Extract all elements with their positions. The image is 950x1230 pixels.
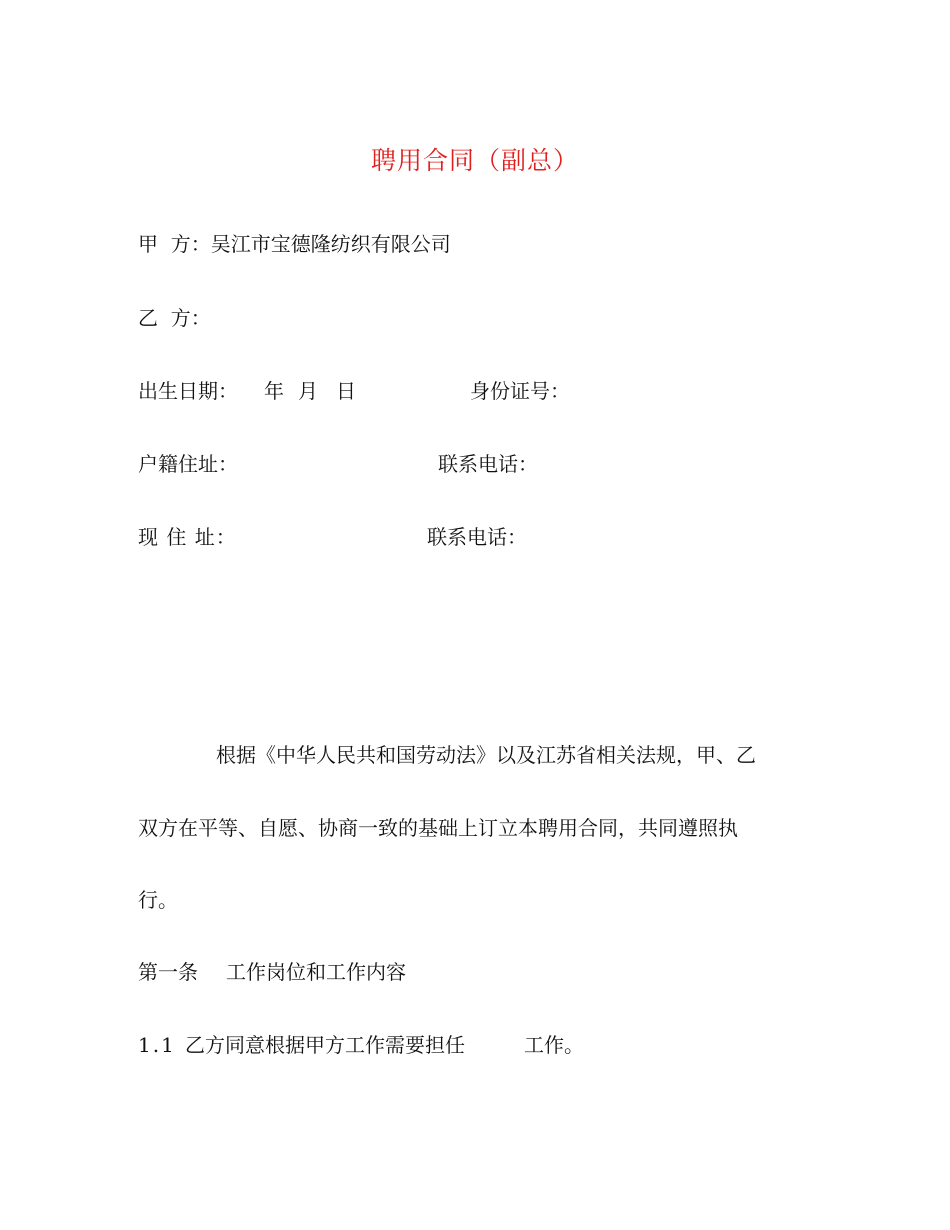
clause-1-1-text: 乙方同意根据甲方工作需要担任 bbox=[185, 1033, 465, 1057]
clause-1-1 bbox=[0, 1031, 950, 1059]
birth-day: 日 bbox=[336, 379, 356, 403]
birth-date-label: 出生日期： bbox=[138, 379, 238, 403]
clause-1-1-text-end: 工作。 bbox=[524, 1033, 584, 1057]
hukou-phone-label: 联系电话： bbox=[438, 452, 538, 476]
current-address-line bbox=[0, 523, 950, 551]
party-a-label: 甲 方： bbox=[138, 232, 211, 256]
current-phone-label: 联系电话： bbox=[427, 525, 527, 549]
birth-year: 年 bbox=[264, 379, 284, 403]
party-a-line bbox=[138, 230, 451, 258]
hukou-line bbox=[0, 450, 950, 478]
party-b-line bbox=[138, 304, 211, 332]
document-title: 聘用合同（副总） bbox=[370, 146, 579, 175]
article-1-number: 第一条 bbox=[138, 960, 198, 984]
preamble-line-3: 行。 bbox=[138, 888, 178, 912]
birth-line bbox=[0, 377, 950, 405]
article-1-heading bbox=[0, 958, 950, 986]
preamble-line-1: 根据《中华人民共和国劳动法》以及江苏省相关法规，甲、乙 bbox=[216, 743, 756, 767]
birth-month: 月 bbox=[298, 379, 318, 403]
article-1-title: 工作岗位和工作内容 bbox=[226, 960, 406, 984]
preamble-line-2: 双方在平等、自愿、协商一致的基础上订立本聘用合同，共同遵照执 bbox=[138, 816, 738, 840]
party-a-value: 吴江市宝德隆纺织有限公司 bbox=[210, 232, 451, 256]
current-address-label: 现 住 址： bbox=[138, 525, 237, 549]
clause-1-1-number: 1.1 bbox=[138, 1033, 176, 1057]
id-number-label: 身份证号： bbox=[470, 379, 570, 403]
hukou-address-label: 户籍住址： bbox=[138, 452, 238, 476]
party-b-label: 乙 方： bbox=[138, 306, 211, 330]
